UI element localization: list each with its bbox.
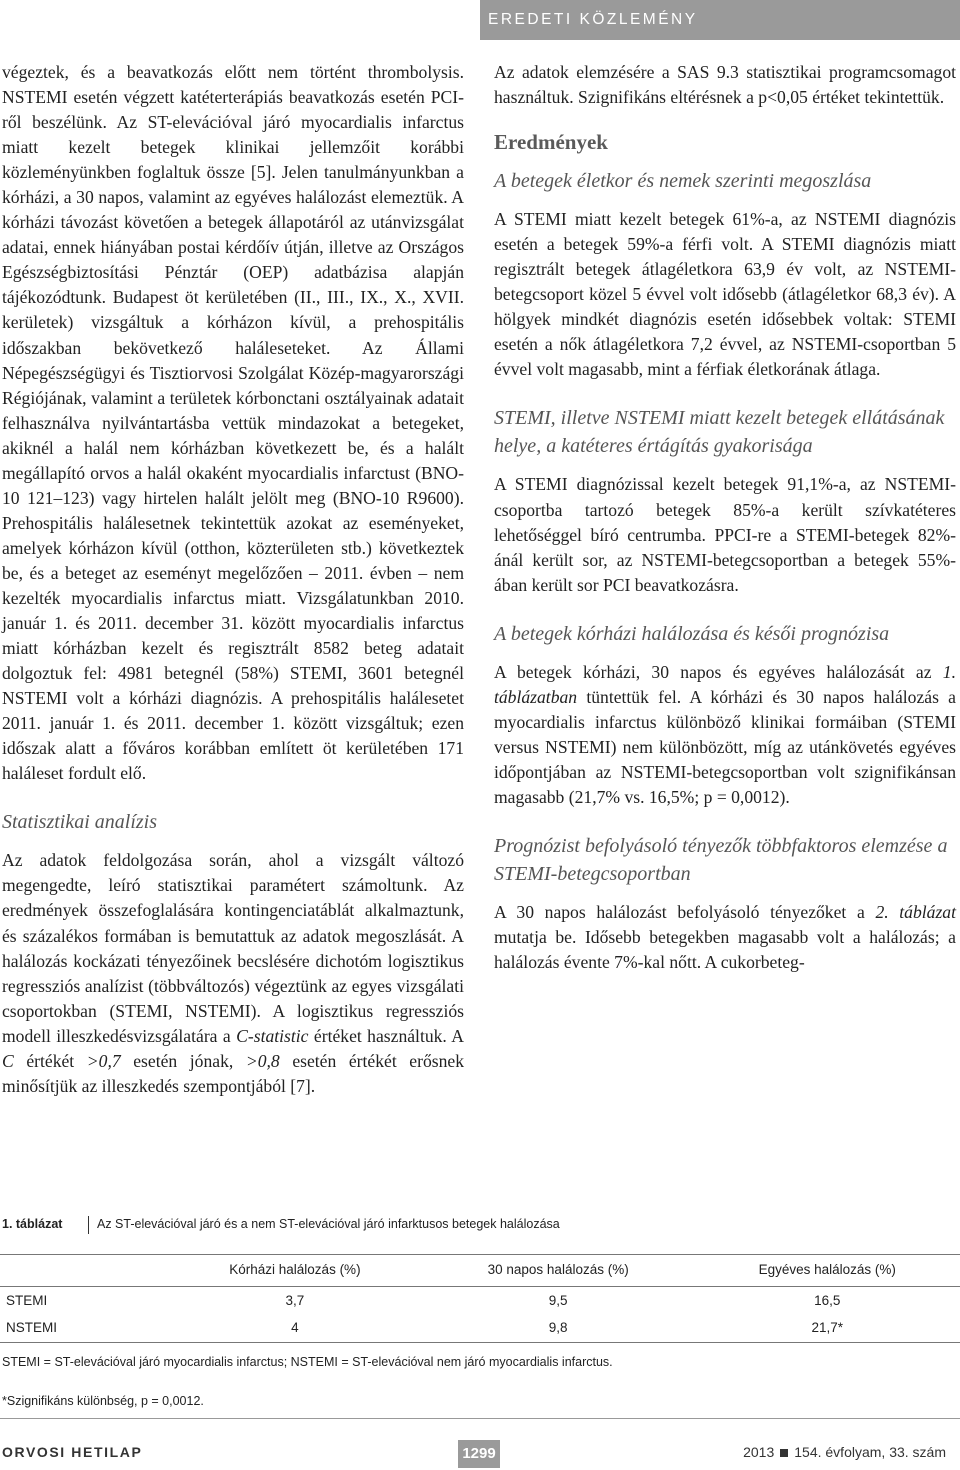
table-caption bbox=[0, 1212, 960, 1236]
right-column bbox=[494, 60, 956, 975]
table-header-cell: Kórházi halálozás (%) bbox=[168, 1254, 422, 1286]
row-label: NSTEMI bbox=[0, 1314, 168, 1342]
prognosis-heading: Prognózist befolyásoló tényezők többfaktoros elemzése a STEMI-betegcsoportban bbox=[494, 834, 948, 885]
stat-heading: Statisztikai analízis bbox=[2, 811, 158, 834]
table-cell: 4 bbox=[168, 1314, 422, 1342]
page-footer bbox=[0, 1440, 960, 1468]
table-cell: 3,7 bbox=[285, 1292, 305, 1308]
stat-paragraph: Az adatok feldolgozása során, ahol a vizsgált változó megengedte, leíró statisztikai paramétert számoltunk. Az eredmények összefoglalására kontingenciatáblát alkalmaztunk, és százalékos formában is bemutattuk az adatok megoszlását. A halálozás kockázati tényezőinek becslésére dichotóm logisztikus regressziós analízist (többváltozós) végeztünk az egyes vizsgálati csoportokban (STEMI, NSTEMI). A logisztikus regressziós modell illeszkedésvizsgálatára a C-statistic értéket használtuk. A C értékét >0,7 esetén jónak, >0,8 esetén értékét erősnek minősítjük az illeszkedés szempontjából [7]. bbox=[2, 850, 465, 1096]
left-column bbox=[2, 60, 464, 1099]
table-header-cell bbox=[0, 1254, 168, 1286]
table-header-cell: Egyéves halálozás (%) bbox=[695, 1254, 960, 1286]
caption-divider bbox=[88, 1216, 89, 1234]
table-note-significance: *Szignifikáns különbség, p = 0,0012. bbox=[2, 1394, 204, 1408]
table-row bbox=[0, 1286, 960, 1314]
mortality-table bbox=[0, 1254, 960, 1343]
section-label: EREDETI KÖZLEMÉNY bbox=[488, 11, 698, 28]
table-1 bbox=[0, 1212, 960, 1408]
mortality-heading: A betegek kórházi halálozása és késői prognózisa bbox=[494, 622, 890, 645]
table-cell: 21,7* bbox=[695, 1314, 960, 1342]
table-cell: 9,5 bbox=[548, 1292, 568, 1308]
header-band bbox=[0, 0, 960, 40]
methods-paragraph: végeztek, és a beavatkozás előtt nem történt thrombolysis. NSTEMI esetén végzett katéterterápiás beavatkozás esetén PCI-ről beszélünk. Az ST-elevációval járó myocardialis infarctus miatt kezelt betegek klinikai jellemzőit korábbi közleményünkben foglaltuk össze [5]. Jelen tanulmányunkban a kórházi, a 30 napos, valamint az egyéves halálozást elemeztük. A kórházi távozást követően a betegek állapotáról az utánvizsgálat adatai, ennek hiányában postai kérdőív útján, illetve az Országos Egészségbiztosítási Pénztár (OEP) adatbázisa alapján tájékozódtunk. Budapest öt kerületében (II., III., IX., X., XVII. kerületek) vizsgáltuk a kórházon kívül, a prehospitális időszakban bekövetkező haláleseteket. Az Állami Népegészségügyi és Tisztiorvosi Szolgálat Közép-magyarországi Régiójának, valamint a területek kórbonctani osztályainak adatait felhasználva nyilvántartásba vettük mindazokat a betegeket, akiknél a halál nem kórházban következett be, és a halált megállapító orvos a halál okaként myocardialis infarctust (BNO-10 121–123) vagy hirtelen halált jelölt meg (BNO-10 R9600). Prehospitális halálesetnek tekintettük azokat az eseményeket, amelyek kórházon kívül (otthon, közterületen stb.) következtek be, és a beteget az eseményt megelőzően – 2011. évben – nem kezelték myocardialis infarctus miatt. Vizsgálatunkban 2010. január 1. és 2011. december 31. között myocardialis infarctus miatt kórházban kezelt és regisztrált 8582 beteg adatait dolgoztuk fel: 4981 betegnél (58%) STEMI, 3601 betegnél NSTEMI volt a kórházi diagnózis. A prehospitális halálesetet 2011. január 1. és 2011. december 1. között vizsgáltuk; ezen időszak alatt a főváros korábban említett öt kerületében 171 haláleset fordult elő. bbox=[2, 62, 464, 784]
prognosis-paragraph: A 30 napos halálozást befolyásoló tényezőket a 2. táblázat mutatja be. Idősebb betegekben magasabb volt a halálozás; a halálozás évente 7%-kal nőtt. A cukorbeteg- bbox=[494, 901, 956, 973]
row-label: STEMI bbox=[6, 1292, 48, 1308]
table-header-cell: 30 napos halálozás (%) bbox=[422, 1254, 695, 1286]
mortality-paragraph: A betegek kórházi, 30 napos és egyéves halálozását az 1. táblázatban tüntettük fel. A kórházi és 30 napos halálozás a myocardialis infarctus különböző klinikai formáiban (STEMI versus NSTEMI) nem különbözött, míg az utánkövetés egyéves időpontjában az NSTEMI-betegcsoportban volt szignifikánsan magasabb (21,7% vs. 16,5%; p = 0,0012). bbox=[494, 661, 956, 807]
section-label-box bbox=[480, 0, 960, 40]
table-row bbox=[0, 1314, 960, 1342]
care-paragraph: A STEMI diagnózissal kezelt betegek 91,1%-a, az NSTEMI-csoportba tartozó betegek 85%-a került szívkatéteres lehetőséggel bíró centrumba. PPCI-re a STEMI-betegek 82%-ánál került sor, az NSTEMI-betegcsoportban a betegek 55%-ában került sor PCI beavatkozásra. bbox=[494, 474, 956, 595]
age-heading: A betegek életkor és nemek szerinti megoszlása bbox=[494, 170, 872, 193]
table-cell: 9,8 bbox=[422, 1314, 695, 1342]
age-paragraph: A STEMI miatt kezelt betegek 61%-a, az NSTEMI diagnózis esetén a betegek 59%-a férfi volt. A STEMI diagnózis miatt regisztrált betegek átlagéletkora 63,9 év volt, az NSTEMI-betegcsoport közel 5 évvel volt idősebb (átlagéletkor 68,3 év). A hölgyek mindkét diagnózis esetén idősebbek voltak: STEMI esetén a nők átlagéletkora 7,2 évvel, az NSTEMI-csoportban 5 évvel volt magasabb, mint a férfiak életkorának átlaga. bbox=[494, 209, 956, 380]
table-cell: 16,5 bbox=[814, 1292, 841, 1308]
footer-rule bbox=[0, 1418, 960, 1419]
square-bullet-icon bbox=[780, 1449, 788, 1457]
care-heading: STEMI, illetve NSTEMI miatt kezelt betegek ellátásának helye, a katéteres értágítás gyakorisága bbox=[494, 407, 945, 458]
results-heading: Eredmények bbox=[494, 130, 608, 155]
table-caption-text: Az ST-elevációval járó és a nem ST-elevációval járó infarktusos betegek halálozása bbox=[97, 1217, 560, 1231]
table-tag: 1. táblázat bbox=[2, 1217, 63, 1231]
sas-paragraph: Az adatok elemzésére a SAS 9.3 statisztikai programcsomagot használtuk. Szignifikáns eltérésnek a p<0,05 értéket tekintettük. bbox=[494, 62, 956, 108]
table-note-abbrev: STEMI = ST-elevációval járó myocardialis infarctus; NSTEMI = ST-elevációval nem járó myocardialis infarctus. bbox=[2, 1355, 613, 1369]
issue-info: 2013 154. évfolyam, 33. szám bbox=[743, 1444, 946, 1460]
table-header-row bbox=[0, 1254, 960, 1286]
page-number: 1299 bbox=[458, 1440, 500, 1468]
journal-name: ORVOSI HETILAP bbox=[2, 1444, 143, 1460]
